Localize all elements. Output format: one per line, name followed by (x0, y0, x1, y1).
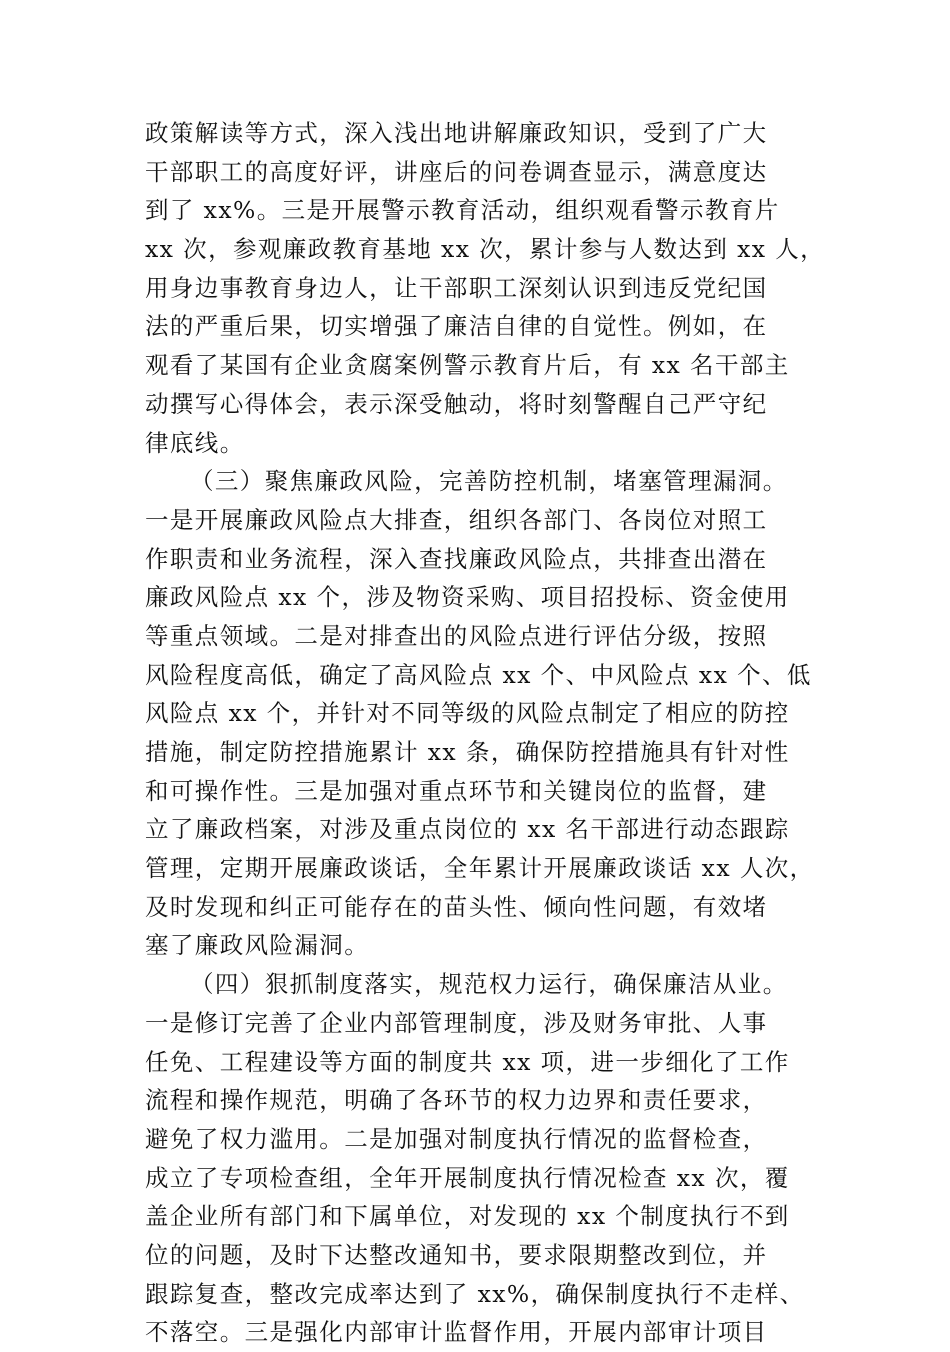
section-heading-3: （三）聚焦廉政风险，完善防控机制，堵塞管理漏洞。 (190, 467, 788, 496)
text-line: 管理，定期开展廉政谈话，全年累计开展廉政谈话 xx 人次， (145, 854, 815, 883)
text-line: 风险点 xx 个，并针对不同等级的风险点制定了相应的防控 (145, 699, 790, 728)
text-line: 到了 xx%。三是开展警示教育活动，组织观看警示教育片 (145, 196, 780, 225)
text-line: 律底线。 (145, 428, 245, 457)
text-line: 及时发现和纠正可能存在的苗头性、倾向性问题，有效堵 (145, 892, 768, 921)
text-line: 任免、工程建设等方面的制度共 xx 项，进一步细化了工作 (145, 1047, 790, 1076)
text-line: 动撰写心得体会，表示深受触动，将时刻警醒自己严守纪 (145, 389, 768, 418)
text-line: 立了廉政档案，对涉及重点岗位的 xx 名干部进行动态跟踪 (145, 815, 790, 844)
text-line: 干部职工的高度好评，讲座后的问卷调查显示，满意度达 (145, 157, 768, 186)
text-line: 跟踪复查，整改完成率达到了 xx%，确保制度执行不走样、 (145, 1279, 805, 1308)
text-line: 观看了某国有企业贪腐案例警示教育片后，有 xx 名干部主 (145, 351, 790, 380)
text-line: 用身边事教育身边人，让干部职工深刻认识到违反党纪国 (145, 273, 768, 302)
text-line: 塞了廉政风险漏洞。 (145, 931, 370, 960)
text-line: 成立了专项检查组，全年开展制度执行情况检查 xx 次，覆 (145, 1163, 790, 1192)
text-line: 作职责和业务流程，深入查找廉政风险点，共排查出潜在 (145, 544, 768, 573)
section-heading-4: （四）狠抓制度落实，规范权力运行，确保廉洁从业。 (190, 970, 788, 999)
text-line: 风险程度高低，确定了高风险点 xx 个、中风险点 xx 个、低 (145, 660, 812, 689)
text-line: 位的问题，及时下达整改通知书，要求限期整改到位，并 (145, 1240, 768, 1269)
text-line: 措施，制定防控措施累计 xx 条，确保防控措施具有针对性 (145, 738, 790, 766)
text-line: 等重点领域。二是对排查出的风险点进行评估分级，按照 (145, 621, 768, 650)
text-line: 法的严重后果，切实增强了廉洁自律的自觉性。例如，在 (145, 312, 768, 341)
text-line: 不落空。三是强化内部审计监督作用，开展内部审计项目 (145, 1318, 768, 1347)
text-line: xx 次，参观廉政教育基地 xx 次，累计参与人数达到 xx 人， (145, 235, 826, 264)
text-line: 政策解读等方式，深入浅出地讲解廉政知识，受到了广大 (145, 119, 768, 147)
text-line: 一是开展廉政风险点大排查，组织各部门、各岗位对照工 (145, 505, 768, 534)
text-line: 一是修订完善了企业内部管理制度，涉及财务审批、人事 (145, 1008, 768, 1037)
text-line: 流程和操作规范，明确了各环节的权力边界和责任要求， (145, 1086, 768, 1115)
text-line: 避免了权力滥用。二是加强对制度执行情况的监督检查， (145, 1124, 768, 1153)
text-line: 廉政风险点 xx 个，涉及物资采购、项目招投标、资金使用 (145, 583, 790, 612)
text-line: 盖企业所有部门和下属单位，对发现的 xx 个制度执行不到 (145, 1202, 790, 1231)
text-line: 和可操作性。三是加强对重点环节和关键岗位的监督，建 (145, 776, 768, 805)
body-text (145, 114, 825, 1352)
